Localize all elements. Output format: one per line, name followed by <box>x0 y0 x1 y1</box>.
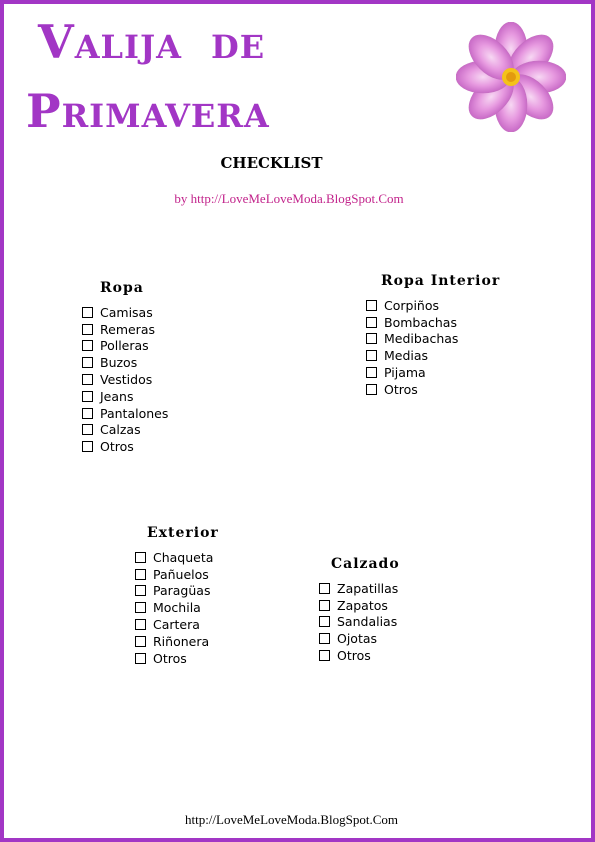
item-label: Ojotas <box>337 631 378 647</box>
checkbox[interactable] <box>82 357 93 368</box>
checklist-item[interactable] <box>82 321 168 338</box>
checkbox[interactable] <box>366 350 377 361</box>
item-label: Riñonera <box>153 633 210 649</box>
section-calzado <box>319 556 400 664</box>
item-label: Bombachas <box>384 314 457 330</box>
checkbox[interactable] <box>366 333 377 344</box>
checklist-item[interactable] <box>135 583 219 600</box>
checkbox[interactable] <box>319 583 330 594</box>
checklist-item[interactable] <box>82 405 168 422</box>
item-label: Remeras <box>100 321 155 337</box>
section-ropa-interior <box>366 273 500 398</box>
checklist-heading: CHECKLIST <box>220 154 323 172</box>
checkbox[interactable] <box>135 636 146 647</box>
item-label: Otros <box>100 439 134 455</box>
item-label: Vestidos <box>100 372 153 388</box>
checklist-item[interactable] <box>366 381 500 398</box>
checklist-item[interactable] <box>82 354 168 371</box>
checkbox[interactable] <box>366 317 377 328</box>
checkbox[interactable] <box>82 408 93 419</box>
checkbox[interactable] <box>135 653 146 664</box>
checkbox[interactable] <box>135 619 146 630</box>
item-label: Zapatillas <box>337 580 399 596</box>
checkbox[interactable] <box>135 602 146 613</box>
checkbox[interactable] <box>366 367 377 378</box>
section-ropa <box>82 280 168 455</box>
byline-link[interactable]: by http://LoveMeLoveModa.BlogSpot.Com <box>174 191 404 206</box>
item-label: Otros <box>337 648 371 664</box>
item-label: Polleras <box>100 338 149 354</box>
checkbox[interactable] <box>135 569 146 580</box>
checklist-item[interactable] <box>82 438 168 455</box>
checklist-calzado <box>319 580 400 664</box>
item-label: Otros <box>153 650 187 666</box>
item-label: Corpiños <box>384 297 440 313</box>
checklist-item[interactable] <box>366 364 500 381</box>
checkbox[interactable] <box>82 441 93 452</box>
checkbox[interactable] <box>319 633 330 644</box>
checklist-item[interactable] <box>366 331 500 348</box>
item-label: Pantalones <box>100 405 169 421</box>
checklist-item[interactable] <box>366 347 500 364</box>
checklist-item[interactable] <box>319 597 400 614</box>
page-title-line-1: Valija de <box>38 15 266 69</box>
pink-cosmos-flower-icon <box>456 22 566 132</box>
checklist-item[interactable] <box>319 647 400 664</box>
item-label: Paragüas <box>153 583 211 599</box>
item-label: Pijama <box>384 365 426 381</box>
checklist-item[interactable] <box>319 614 400 631</box>
checklist-item[interactable] <box>82 371 168 388</box>
checklist-item[interactable] <box>82 422 168 439</box>
checklist-ropa-interior <box>366 297 500 398</box>
checklist-ropa <box>82 304 168 455</box>
item-label: Buzos <box>100 355 138 371</box>
section-heading-ropa: Ropa <box>100 280 144 296</box>
item-label: Pañuelos <box>153 566 209 582</box>
checkbox[interactable] <box>82 391 93 402</box>
checklist-item[interactable] <box>135 599 219 616</box>
section-heading-ropa-interior: Ropa Interior <box>381 273 501 289</box>
checklist-item[interactable] <box>319 630 400 647</box>
checklist-item[interactable] <box>135 549 219 566</box>
item-label: Calzas <box>100 422 141 438</box>
checkbox[interactable] <box>82 324 93 335</box>
checkbox[interactable] <box>82 374 93 385</box>
checklist-item[interactable] <box>135 633 219 650</box>
checkbox[interactable] <box>366 384 377 395</box>
item-label: Otros <box>384 381 418 397</box>
checklist-item[interactable] <box>366 314 500 331</box>
checkbox[interactable] <box>82 340 93 351</box>
checklist-exterior <box>135 549 219 667</box>
checkbox[interactable] <box>135 585 146 596</box>
checkbox[interactable] <box>82 307 93 318</box>
checklist-item[interactable] <box>366 297 500 314</box>
item-label: Medibachas <box>384 331 459 347</box>
checkbox[interactable] <box>319 600 330 611</box>
checklist-item[interactable] <box>135 616 219 633</box>
checkbox[interactable] <box>319 650 330 661</box>
checklist-item[interactable] <box>82 338 168 355</box>
section-exterior <box>135 525 219 667</box>
page-title-line-2: Primavera <box>26 84 270 138</box>
checkbox[interactable] <box>135 552 146 563</box>
checklist-item[interactable] <box>82 388 168 405</box>
item-label: Medias <box>384 348 429 364</box>
checkbox[interactable] <box>366 300 377 311</box>
checklist-item[interactable] <box>135 650 219 667</box>
item-label: Chaqueta <box>153 549 214 565</box>
item-label: Cartera <box>153 617 200 633</box>
section-heading-exterior: Exterior <box>147 525 219 541</box>
section-heading-calzado: Calzado <box>331 556 400 572</box>
checklist-item[interactable] <box>135 566 219 583</box>
item-label: Mochila <box>153 600 201 616</box>
item-label: Sandalias <box>337 614 398 630</box>
item-label: Jeans <box>100 388 134 404</box>
checkbox[interactable] <box>82 424 93 435</box>
footer-link[interactable]: http://LoveMeLoveModa.BlogSpot.Com <box>184 812 399 827</box>
checklist-item[interactable] <box>82 304 168 321</box>
checkbox[interactable] <box>319 616 330 627</box>
checklist-item[interactable] <box>319 580 400 597</box>
item-label: Zapatos <box>337 597 388 613</box>
item-label: Camisas <box>100 304 153 320</box>
